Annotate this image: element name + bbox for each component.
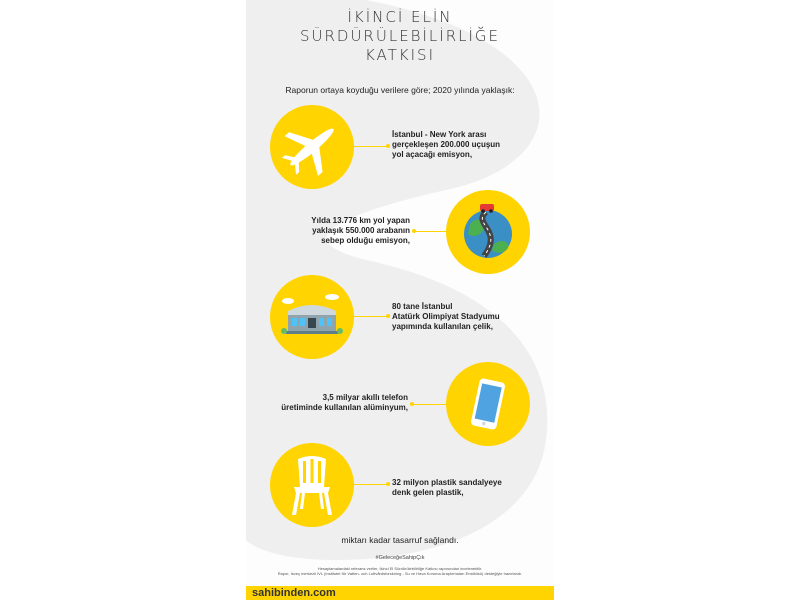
smartphone-icon <box>446 362 530 446</box>
item-5-text: 32 milyon plastik sandalyeye denk gelen plastik, <box>392 478 502 497</box>
connector-line-4 <box>412 404 446 405</box>
connector-dot-5 <box>386 482 390 486</box>
plastic-chair-icon <box>270 443 354 527</box>
footnote-line-1: Hesaplamalardaki referans veriler, İkinci El Sürdürülebilirliğe Katkısı raporundan incelenebilir. <box>317 566 483 571</box>
item-4-text: 3,5 milyar akıllı telefon üretiminde kullanılan alüminyum, <box>281 393 408 412</box>
connector-dot-4 <box>410 402 414 406</box>
connector-dot-2 <box>412 229 416 233</box>
connector-line-2 <box>414 231 446 232</box>
item-2-text: Yılda 13.776 km yol yapan yaklaşık 550.000 arabanın sebep olduğu emisyon, <box>311 216 410 245</box>
connector-line-3 <box>354 316 390 317</box>
page-title <box>246 8 554 65</box>
title-line-2: SÜRDÜRÜLEBİLİRLİĞE <box>299 27 501 45</box>
connector-line-5 <box>354 484 390 485</box>
title-line-3: KATKISI <box>364 46 436 64</box>
intro-text: Raporun ortaya koyduğu verilere göre; 2020 yılında yaklaşık: <box>285 85 515 95</box>
smartphone-circle <box>446 362 530 446</box>
airplane-icon <box>270 105 354 189</box>
airplane-circle <box>270 105 354 189</box>
earth-circle <box>446 190 530 274</box>
closing-text: miktarı kadar tasarruf sağlandı. <box>341 535 459 545</box>
title-line-1: İKİNCİ ELİN <box>347 8 453 26</box>
brand-bar <box>246 586 554 600</box>
chair-circle <box>270 443 354 527</box>
item-1-text: İstanbul - New York arası gerçekleşen 200.000 uçuşun yol açacağı emisyon, <box>392 130 501 159</box>
brand-logo-text: sahibinden.com <box>252 587 336 599</box>
item-3-text: 80 tane İstanbul Atatürk Olimpiyat Stadyumu yapımında kullanılan çelik, <box>392 302 500 331</box>
connector-dot-3 <box>386 314 390 318</box>
earth-road-car-icon <box>446 190 530 274</box>
infographic-poster <box>246 0 554 600</box>
stadium-icon <box>270 275 354 359</box>
hashtag: #GeleceğeSahipÇık <box>375 555 425 561</box>
stadium-circle <box>270 275 354 359</box>
connector-dot-1 <box>386 144 390 148</box>
footnote-line-2: Rapor, İsveç merkezli IVL (Institutet för Vatten- och Luftvårdsforskning - Su ve Hava Koruma Araştırmaları Enstitüsü) desteğiyle hazırlandı. <box>277 571 523 577</box>
connector-line-1 <box>354 146 390 147</box>
footnote <box>256 566 544 576</box>
